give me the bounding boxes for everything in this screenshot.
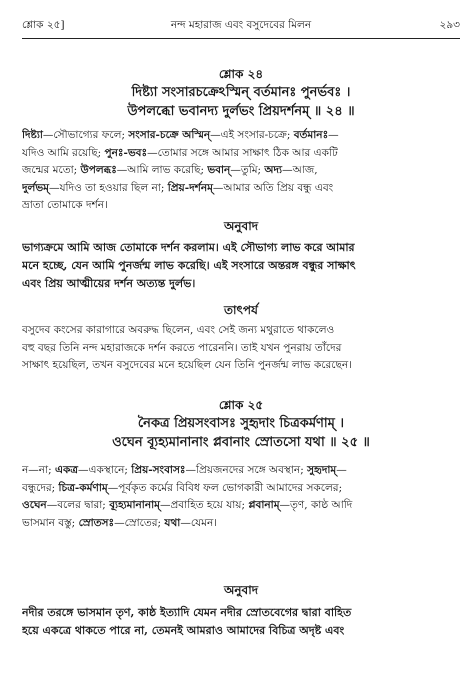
header-rule (22, 38, 460, 39)
verse-line: উপলব্ধো ভবানদ্য দুর্লভং প্রিয়দর্শনম্ ॥ ২৪ ॥ (127, 104, 355, 119)
word-meaning: —আমার অতি প্রিয় বন্ধু এবং (212, 181, 334, 194)
word-meaning: ন (22, 464, 29, 476)
running-header (22, 18, 460, 34)
purport-line: সাক্ষাৎ হয়েছিল, তখন বসুদেবের মনে হয়েছিল যেন তিনি পুনর্জন্ম লাভ করেছেন। (22, 359, 352, 371)
word-meaning: —না; (28, 464, 55, 476)
sanskrit-word: সুহৃদাম্ (307, 464, 337, 476)
word-meaning: —স্রোতের; (114, 516, 165, 529)
verse-24-text (22, 83, 460, 121)
sanskrit-word: একত্র (54, 464, 79, 476)
verse-24-translation (22, 239, 460, 293)
word-meaning: —সৌভাগ্যের ফলে; (42, 129, 129, 141)
word-meaning: —তৃণ, কাষ্ঠ আদি (279, 499, 353, 511)
word-meaning: যদিও আমি রয়েছি; (22, 146, 105, 159)
word-meaning: — (336, 464, 347, 476)
verse-25-translation-title: অনুবাদ (223, 583, 259, 597)
word-meaning: —প্রবাহিত হয়ে যায়; (159, 499, 249, 511)
sanskrit-word: বর্তমানঃ (293, 129, 329, 141)
sanskrit-word: সংসার-চক্রে অস্মিন্ (128, 129, 211, 141)
synonyms-line (22, 145, 460, 163)
sanskrit-word: যথা (164, 516, 181, 529)
sanskrit-word: ভবান্ (207, 164, 231, 176)
word-meaning: —যেমন। (180, 516, 217, 529)
word-meaning: —একস্থানে; (78, 464, 132, 476)
sanskrit-word: উপলব্ধঃ (80, 164, 117, 176)
sanskrit-word: ওঘেন (22, 499, 47, 511)
translation-line: ভাগ্যক্রমে আমি আজ তোমাকে দর্শন করলাম। এই সৌভাগ্য লাভ করে আমার (22, 241, 355, 254)
verse-25-translation (22, 604, 460, 640)
sanskrit-word: ব্যূহ্যমানানাম্ (109, 499, 160, 511)
synonyms-line (22, 515, 460, 533)
synonyms-line (22, 127, 460, 145)
header-chapter-title: নন্দ মহারাজ এবং বসুদেবের মিলন (170, 19, 312, 31)
word-meaning: —তুমি; (230, 164, 265, 176)
header-verse-ref: শ্লোক ২৫] (22, 19, 65, 31)
word-meaning: —এই সংসার-চক্রে; (210, 129, 294, 141)
sanskrit-word: পুনঃ-ভবঃ (104, 146, 148, 159)
purport-line: বসুদেব কংসের কারাগারে অবরুদ্ধ ছিলেন, এবং সেই জন্য মথুরাতে থাকলেও (22, 324, 335, 336)
word-meaning: —প্রিয়জনদের সঙ্গে অবস্থান; (185, 464, 308, 476)
sanskrit-word: প্রিয়-দর্শনম্ (167, 181, 213, 194)
word-meaning: —তোমার সঙ্গে আমার সাক্ষাৎ ঠিক আর একটি (147, 146, 338, 159)
sanskrit-word: অদ্য (264, 164, 283, 176)
verse-25-title: শ্লোক ২৫ (218, 398, 264, 412)
verse-24-purport (22, 322, 460, 375)
purport-line: বহু বছর তিনি নন্দ মহারাজকে দর্শন করতে পারেননি। তাই যখন পুনরায় তাঁদের (22, 341, 342, 354)
verse-24-translation-title: অনুবাদ (223, 219, 259, 233)
synonyms-line (22, 162, 460, 180)
translation-line: হয়ে একত্রে থাকতে পারে না, তেমনই আমরাও আমাদের বিচিত্র অদৃষ্ট এবং (22, 624, 345, 637)
sanskrit-word: প্লবানাম্ (248, 499, 280, 511)
word-meaning: —পূর্বকৃত কর্মের বিবিধ ফল ভোগকারী আমাদের সকলের; (107, 481, 343, 494)
sanskrit-word: দুর্লভম্ (22, 181, 49, 194)
synonyms-line (22, 462, 460, 480)
sanskrit-word: স্রোতসঃ (78, 516, 115, 529)
word-meaning: ভাসমান বস্তু; (22, 516, 79, 529)
synonyms-line (22, 497, 460, 515)
word-meaning: জন্মের মতো; (22, 164, 81, 176)
page-number: ২৯৩ (439, 19, 460, 31)
synonyms-line (22, 197, 460, 215)
verse-25-text (22, 414, 460, 452)
word-meaning: —আমি লাভ করেছি; (116, 164, 208, 176)
sanskrit-word: প্রিয়-সংবাসঃ (131, 464, 186, 476)
book-page (22, 0, 460, 683)
verse-line: ওঘেন ব্যূহ্যমানানাং প্লবানাং স্রোতসো যথা ॥ ২৫ ॥ (112, 435, 370, 450)
translation-line: নদীর তরঙ্গে ভাসমান তৃণ, কাষ্ঠ ইত্যাদি যেমন নদীর স্রোতবেগের দ্বারা বাহিত (22, 606, 352, 619)
verse-24-synonyms (22, 127, 460, 215)
verse-line: দিষ্ট্যা সংসারচক্রেঽস্মিন্ বর্তমানঃ পুনর্ভবঃ । (131, 85, 351, 100)
word-meaning: —বলের দ্বারা; (46, 499, 110, 511)
word-meaning: —যদিও তা হওয়ার ছিল না; (49, 181, 168, 194)
verse-line: নৈকত্র প্রিয়সংবাসঃ সুহৃদাং চিত্রকর্মণাম্ । (137, 416, 345, 431)
translation-line: মনে হচ্ছে, যেন আমি পুনর্জন্ম লাভ করেছি। এই সংসারে অন্তরঙ্গ বন্ধুর সাক্ষাৎ (22, 259, 356, 272)
word-meaning: ভ্রাতা তোমাকে দর্শন। (22, 199, 108, 211)
sanskrit-word: দিষ্ট্যা (22, 129, 43, 141)
translation-line: এবং প্রিয় আত্মীয়ের দর্শন অত্যন্ত দুর্লভ। (22, 277, 196, 290)
word-meaning: বন্ধুদের; (22, 481, 59, 494)
verse-24-purport-title: তাৎপর্য (224, 303, 258, 317)
synonyms-line (22, 480, 460, 498)
verse-25-synonyms (22, 462, 460, 532)
verse-24-title: শ্লোক ২৪ (218, 67, 264, 81)
synonyms-line (22, 180, 460, 198)
sanskrit-word: চিত্র-কর্মণাম্ (58, 481, 108, 494)
word-meaning: — (328, 129, 339, 141)
word-meaning: —আজ, (282, 164, 318, 176)
